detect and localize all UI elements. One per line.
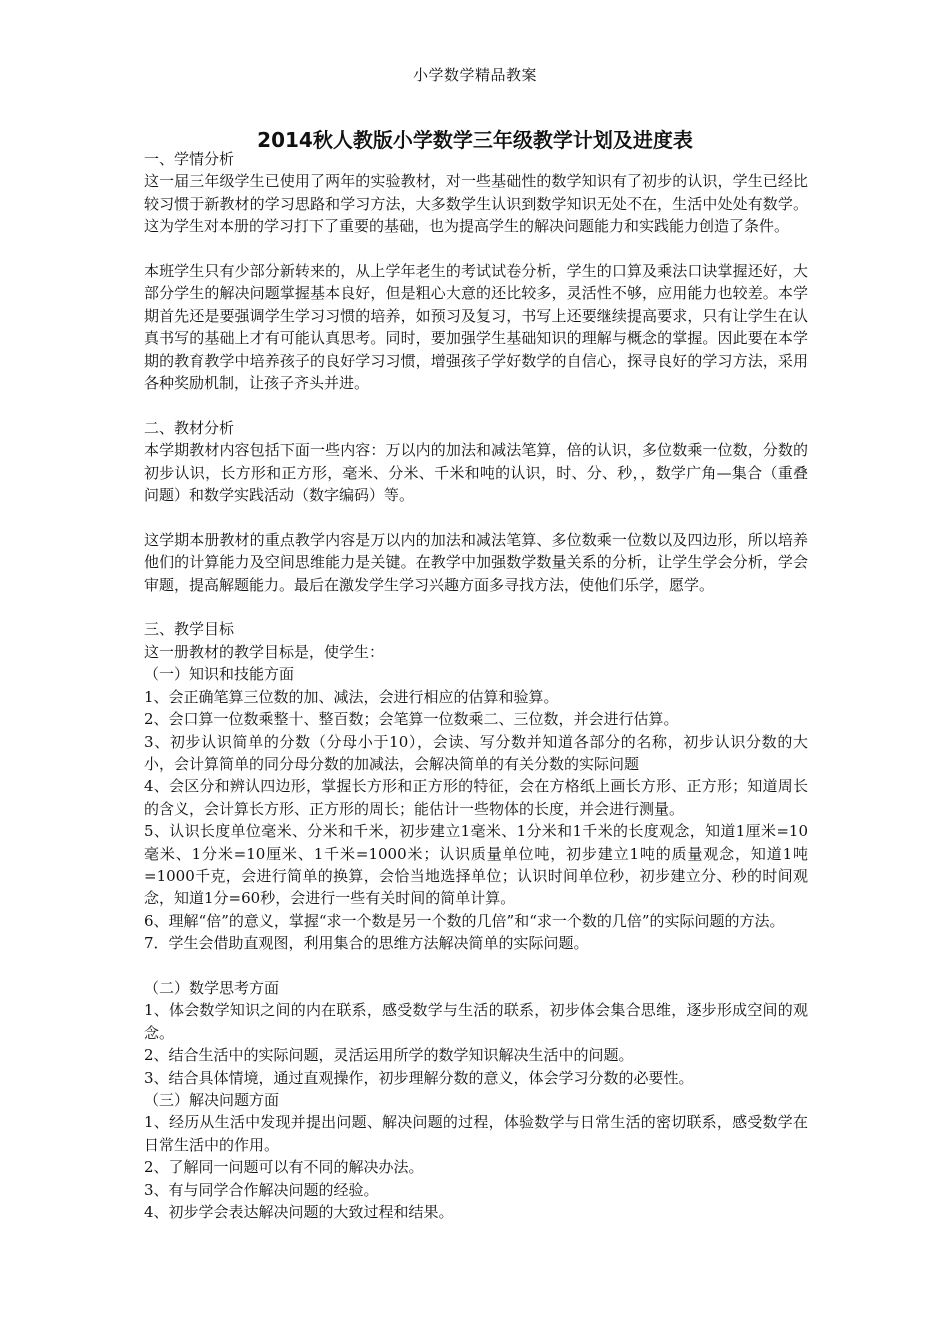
list-item: 5、认识长度单位毫米、分米和千米，初步建立1毫米、1分米和1千米的长度观念，知道1厘米=10毫米、1分米=10厘米、1千米=1000米；认识质量单位吨，初步建立1吨的质量观念，知道1吨=1000千克，会进行简单的换算，会恰当地选择单位；认识时间单位秒，初步建立分、秒的时间观念，知道1分=60秒，会进行一些有关时间的简单计算。 <box>144 822 808 908</box>
subsection-heading-1: （一）知识和技能方面 <box>144 665 295 684</box>
section-heading-2: 二、教材分析 <box>144 418 235 437</box>
paragraph: 本班学生只有少部分新转来的，从上学年老生的考试试卷分析，学生的口算及乘法口诀掌握还好，大部分学生的解决问题掌握基本良好，但是粗心大意的还比较多，灵活性不够，应用能力也较差。本学期首先还是要强调学生学习习惯的培养，如预习及复习，书写上还要继续提高要求，只有让学生在认真书写的基础上才有可能认真思考。同时，要加强学生基础知识的理解与概念的掌握。因此要在本学期的教育教学中培养孩子的良好学习习惯，增强孩子学好数学的自信心，探寻良好的学习方法，采用各种奖励机制，让孩子齐头并进。 <box>144 262 808 393</box>
list-item: 2、会口算一位数乘整十、整百数；会笔算一位数乘二、三位数，并会进行估算。 <box>144 710 679 729</box>
list-item: 1、体会数学知识之间的内在联系，感受数学与生活的联系，初步体会集合思维，逐步形成空间的观念。 <box>144 1001 808 1042</box>
page-header: 小学数学精品教案 <box>412 66 537 84</box>
list-item: 6、理解“倍”的意义，掌握“求一个数是另一个数的几倍”和“求一个数的几倍”的实际问题的方法。 <box>144 911 785 930</box>
section-heading-1: 一、学情分析 <box>144 150 235 168</box>
list-item: 1、会正确笔算三位数的加、减法，会进行相应的估算和验算。 <box>144 687 559 706</box>
list-item: 3、初步认识简单的分数（分母小于10），会读、写分数并知道各部分的名称，初步认识分数的大小，会计算简单的同分母分数的加减法，会解决简单的有关分数的实际问题 <box>144 732 808 773</box>
document-body <box>144 148 808 1223</box>
list-item: 2、了解同一问题可以有不同的解决办法。 <box>144 1158 424 1177</box>
paragraph: 本学期教材内容包括下面一些内容：万以内的加法和减法笔算，倍的认识，多位数乘一位数，分数的初步认识，长方形和正方形，毫米、分米、千米和吨的认识，时、分、秒，，数学广角—集合（重叠问题）和数学实践活动（数字编码）等。 <box>144 441 808 505</box>
paragraph: 这学期本册教材的重点教学内容是万以内的加法和减法笔算、多位数乘一位数以及四边形，所以培养他们的计算能力及空间思维能力是关键。在教学中加强数学数量关系的分析，让学生学会分析，学会审题，提高解题能力。最后在激发学生学习兴趣方面多寻找方法，使他们乐学，愿学。 <box>144 530 808 594</box>
list-item: 3、有与同学合作解决问题的经验。 <box>144 1180 379 1199</box>
list-item: 7．学生会借助直观图，利用集合的思维方法解决简单的实际问题。 <box>144 934 589 953</box>
list-item: 3、结合具体情境，通过直观操作，初步理解分数的意义，体会学习分数的必要性。 <box>144 1068 694 1087</box>
list-item: 2、结合生活中的实际问题，灵活运用所学的数学知识解决生活中的问题。 <box>144 1046 634 1065</box>
section-heading-3: 三、教学目标 <box>144 620 235 639</box>
subsection-heading-2: （二）数学思考方面 <box>144 978 280 997</box>
list-item: 4、会区分和辨认四边形，掌握长方形和正方形的特征，会在方格纸上画长方形、正方形；知道周长的含义，会计算长方形、正方形的周长；能估计一些物体的长度，并会进行测量。 <box>144 777 808 818</box>
document-title: 2014秋人教版小学数学三年级教学计划及进度表 <box>257 128 693 152</box>
paragraph: 这一册教材的教学目标是，使学生： <box>144 642 385 661</box>
paragraph: 这一届三年级学生已使用了两年的实验教材，对一些基础性的数学知识有了初步的认识，学生已经比较习惯于新教材的学习思路和学习方法，大多数学生认识到数学知识无处不在，生活中处处有数学。这为学生对本册的学习打下了重要的基础，也为提高学生的解决问题能力和实践能力创造了条件。 <box>144 172 808 236</box>
subsection-heading-3: （三）解决问题方面 <box>144 1090 280 1109</box>
list-item: 1、经历从生活中发现并提出问题、解决问题的过程，体验数学与日常生活的密切联系，感受数学在日常生活中的作用。 <box>144 1113 808 1154</box>
list-item: 4、初步学会表达解决问题的大致过程和结果。 <box>144 1203 454 1222</box>
